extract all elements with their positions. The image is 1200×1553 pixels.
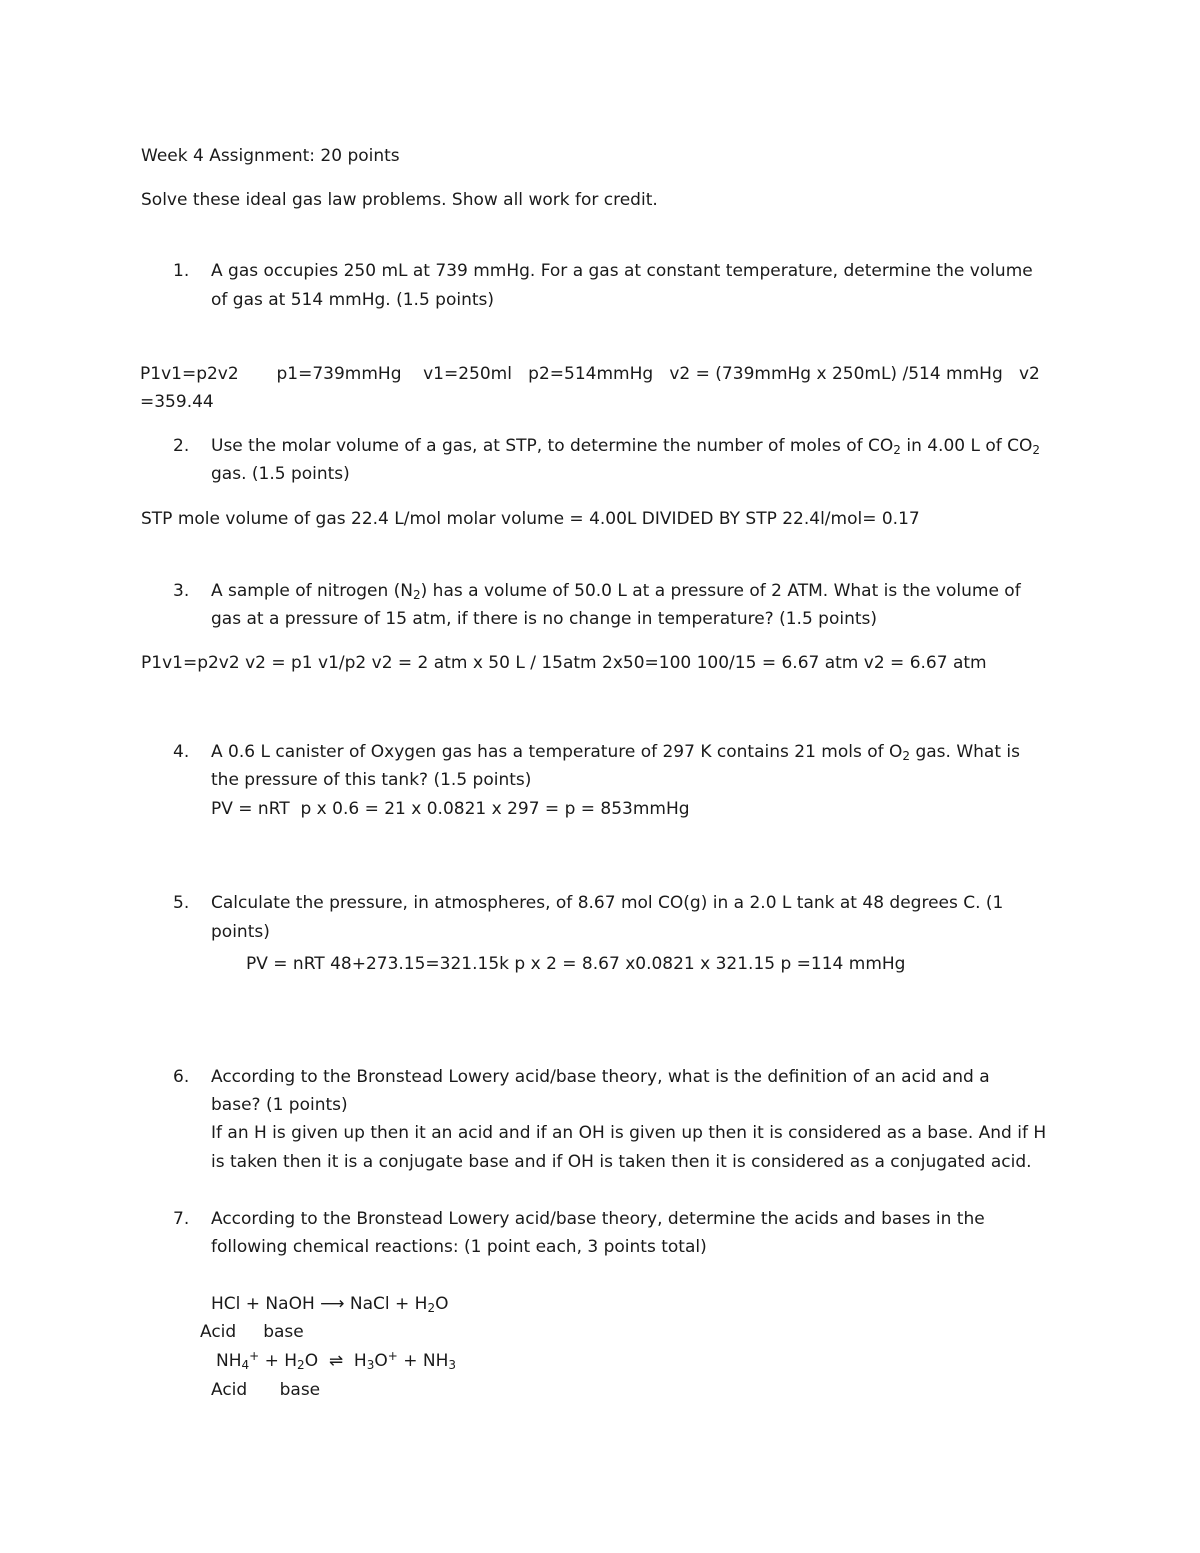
answer-3: P1v1=p2v2 v2 = p1 v1/p2 v2 = 2 atm x 50 L / 15atm 2x50=100 100/15 = 6.67 atm v2 = 6.67 atm (141, 653, 987, 673)
question-6-number: 6. (173, 1067, 190, 1087)
question-2-line-2: gas. (1.5 points) (211, 464, 350, 484)
question-3-number: 3. (173, 581, 190, 601)
instructions: Solve these ideal gas law problems. Show all work for credit. (141, 190, 658, 210)
question-7-number: 7. (173, 1209, 190, 1229)
question-7-line-1: According to the Bronstead Lowery acid/base theory, determine the acids and bases in the (211, 1209, 985, 1229)
answer-2: STP mole volume of gas 22.4 L/mol molar volume = 4.00L DIVIDED BY STP 22.4l/mol= 0.17 (141, 509, 920, 529)
answer-1-line-2: =359.44 (140, 392, 214, 412)
question-2-number: 2. (173, 436, 190, 456)
question-5-line-2: points) (211, 922, 270, 942)
answer-6-line-1: If an H is given up then it an acid and if an OH is given up then it is considered as a base. And if H (211, 1123, 1047, 1143)
answer-5: PV = nRT 48+273.15=321.15k p x 2 = 8.67 x0.0821 x 321.15 p =114 mmHg (246, 954, 906, 974)
assignment-title: Week 4 Assignment: 20 points (141, 146, 400, 166)
question-4-line-1: A 0.6 L canister of Oxygen gas has a temperature of 297 K contains 21 mols of $O_2$ gas. What is (211, 742, 1020, 763)
question-3-line-1: A sample of nitrogen $(N_2)$ has a volume of 50.0 L at a pressure of 2 ATM. What is the volume of (211, 581, 1021, 602)
answer-4: PV = nRT p x 0.6 = 21 x 0.0821 x 297 = p = 853mmHg (211, 799, 690, 819)
question-1-number: 1. (173, 261, 190, 281)
reaction-1: HCl + NaOH ⟶ NaCl + $H_2O$ (211, 1294, 449, 1315)
question-5-number: 5. (173, 893, 190, 913)
question-1-line-1: A gas occupies 250 mL at 739 mmHg. For a gas at constant temperature, determine the volume (211, 261, 1033, 281)
question-4-line-2: the pressure of this tank? (1.5 points) (211, 770, 532, 790)
question-7-line-2: following chemical reactions: (1 point each, 3 points total) (211, 1237, 707, 1257)
question-4-number: 4. (173, 742, 190, 762)
question-2-line-1: Use the molar volume of a gas, at STP, to determine the number of moles of $CO_2$ in 4.00 L of $CO_2$ (211, 436, 1041, 457)
answer-6-line-2: is taken then it is a conjugate base and if OH is taken then it is considered as a conjugated acid. (211, 1152, 1032, 1172)
reaction-2: $NH_4^+ + H_2O$ ⇌ $H_3O^+ + NH_3$ (216, 1349, 457, 1372)
question-1-line-2: of gas at 514 mmHg. (1.5 points) (211, 290, 495, 310)
question-3-line-2: gas at a pressure of 15 atm, if there is no change in temperature? (1.5 points) (211, 609, 878, 629)
question-5-line-1: Calculate the pressure, in atmospheres, of 8.67 mol CO(g) in a 2.0 L tank at 48 degrees C. (1 (211, 893, 1004, 913)
reaction-2-labels: Acid base (211, 1380, 321, 1400)
question-6-line-2: base? (1 points) (211, 1095, 348, 1115)
reaction-1-labels: Acid base (200, 1322, 304, 1342)
question-6-line-1: According to the Bronstead Lowery acid/base theory, what is the definition of an acid and a (211, 1067, 990, 1087)
answer-1-line-1: P1v1=p2v2 p1=739mmHg v1=250ml p2=514mmHg v2 = (739mmHg x 250mL) /514 mmHg v2 (140, 364, 1040, 384)
